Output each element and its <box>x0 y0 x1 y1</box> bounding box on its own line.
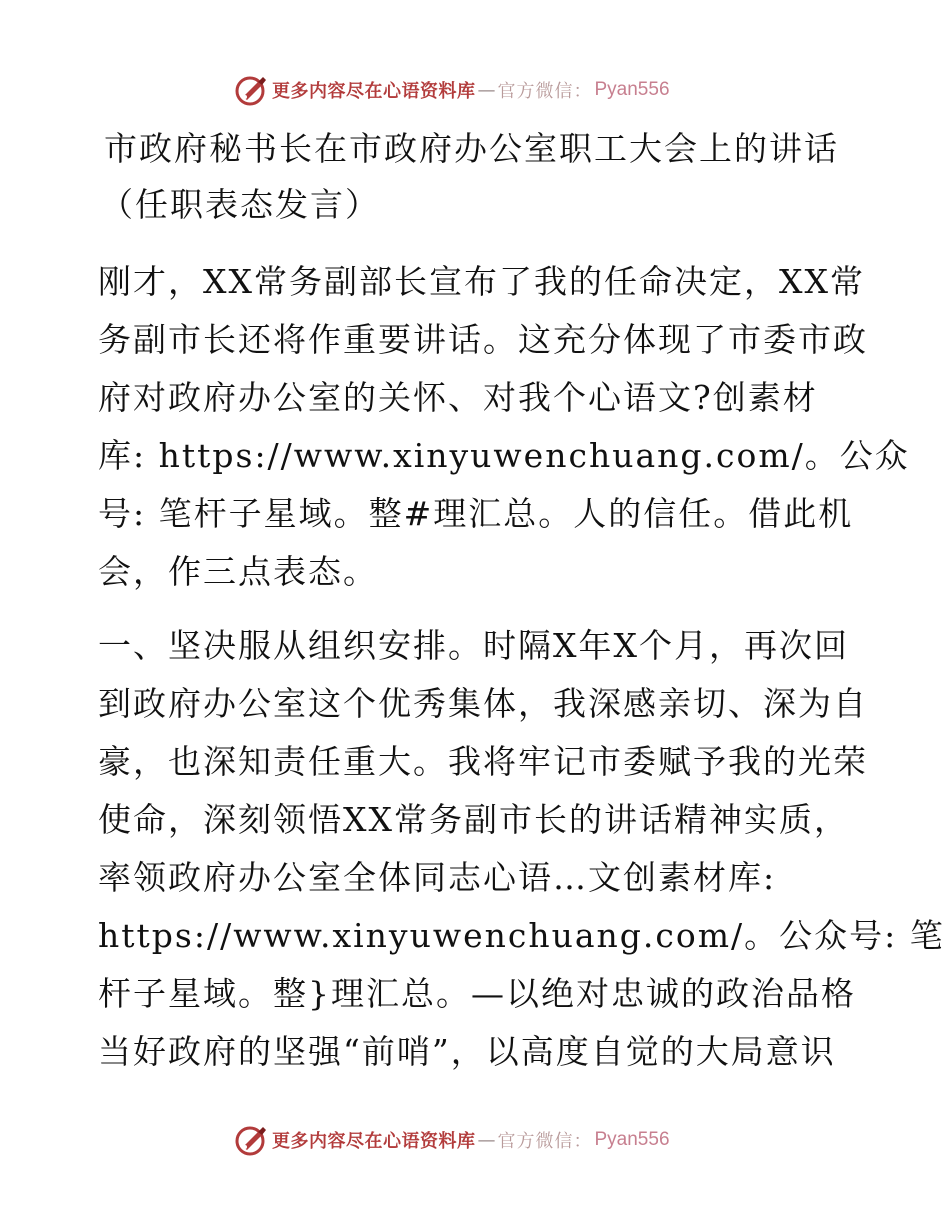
paragraph-2-line-3: 豪，也深知责任重大。我将牢记市委赋予我的光荣 <box>98 742 868 781</box>
pen-logo-icon <box>234 1123 268 1157</box>
pen-logo-icon <box>234 73 268 107</box>
document-subtitle: （任职表态发言） <box>100 185 380 224</box>
paragraph-2-line-2: 到政府办公室这个优秀集体，我深感亲切、深为自 <box>98 684 868 723</box>
banner-wechat-id: Pyan556 <box>594 79 670 100</box>
paragraph-2-line-6: https://www.xinyuwenchuang.com/。公众号: 笔 <box>98 916 945 955</box>
paragraph-1-line-3: 府对政府办公室的关怀、对我个心语文?创素材 <box>98 378 818 417</box>
paragraph-1-line-5: 号: 笔杆子星域。整#理汇总。人的信任。借此机 <box>98 494 854 533</box>
banner-wechat-label: 官方微信： <box>497 81 593 102</box>
paragraph-1-line-6: 会，作三点表态。 <box>98 552 378 591</box>
banner-wechat-label: 官方微信： <box>497 1131 593 1152</box>
document-title: 市政府秘书长在市政府办公室职工大会上的讲话 <box>104 129 839 168</box>
header-banner <box>234 72 670 108</box>
paragraph-2-line-7: 杆子星域。整}理汇总。—以绝对忠诚的政治品格 <box>98 974 856 1013</box>
paragraph-2-line-5: 率领政府办公室全体同志心语…文创素材库: <box>98 858 777 897</box>
banner-text: 更多内容尽在心语资料库 <box>272 81 476 102</box>
paragraph-1-line-1: 刚才，XX常务副部长宣布了我的任命决定，XX常 <box>98 262 865 301</box>
banner-separator: — <box>477 79 496 101</box>
paragraph-2-line-8: 当好政府的坚强“前哨”，以高度自觉的大局意识 <box>98 1032 836 1071</box>
paragraph-2-line-1: 一、坚决服从组织安排。时隔X年X个月，再次回 <box>98 626 849 665</box>
paragraph-1-line-4: 库: https://www.xinyuwenchuang.com/。公众 <box>98 436 910 475</box>
banner-wechat-id: Pyan556 <box>594 1129 670 1150</box>
paragraph-1-line-2: 务副市长还将作重要讲话。这充分体现了市委市政 <box>98 320 868 359</box>
banner-text: 更多内容尽在心语资料库 <box>272 1131 476 1152</box>
banner-separator: — <box>477 1129 496 1151</box>
paragraph-2-line-4: 使命，深刻领悟XX常务副市长的讲话精神实质， <box>98 800 849 839</box>
footer-banner <box>234 1122 670 1158</box>
